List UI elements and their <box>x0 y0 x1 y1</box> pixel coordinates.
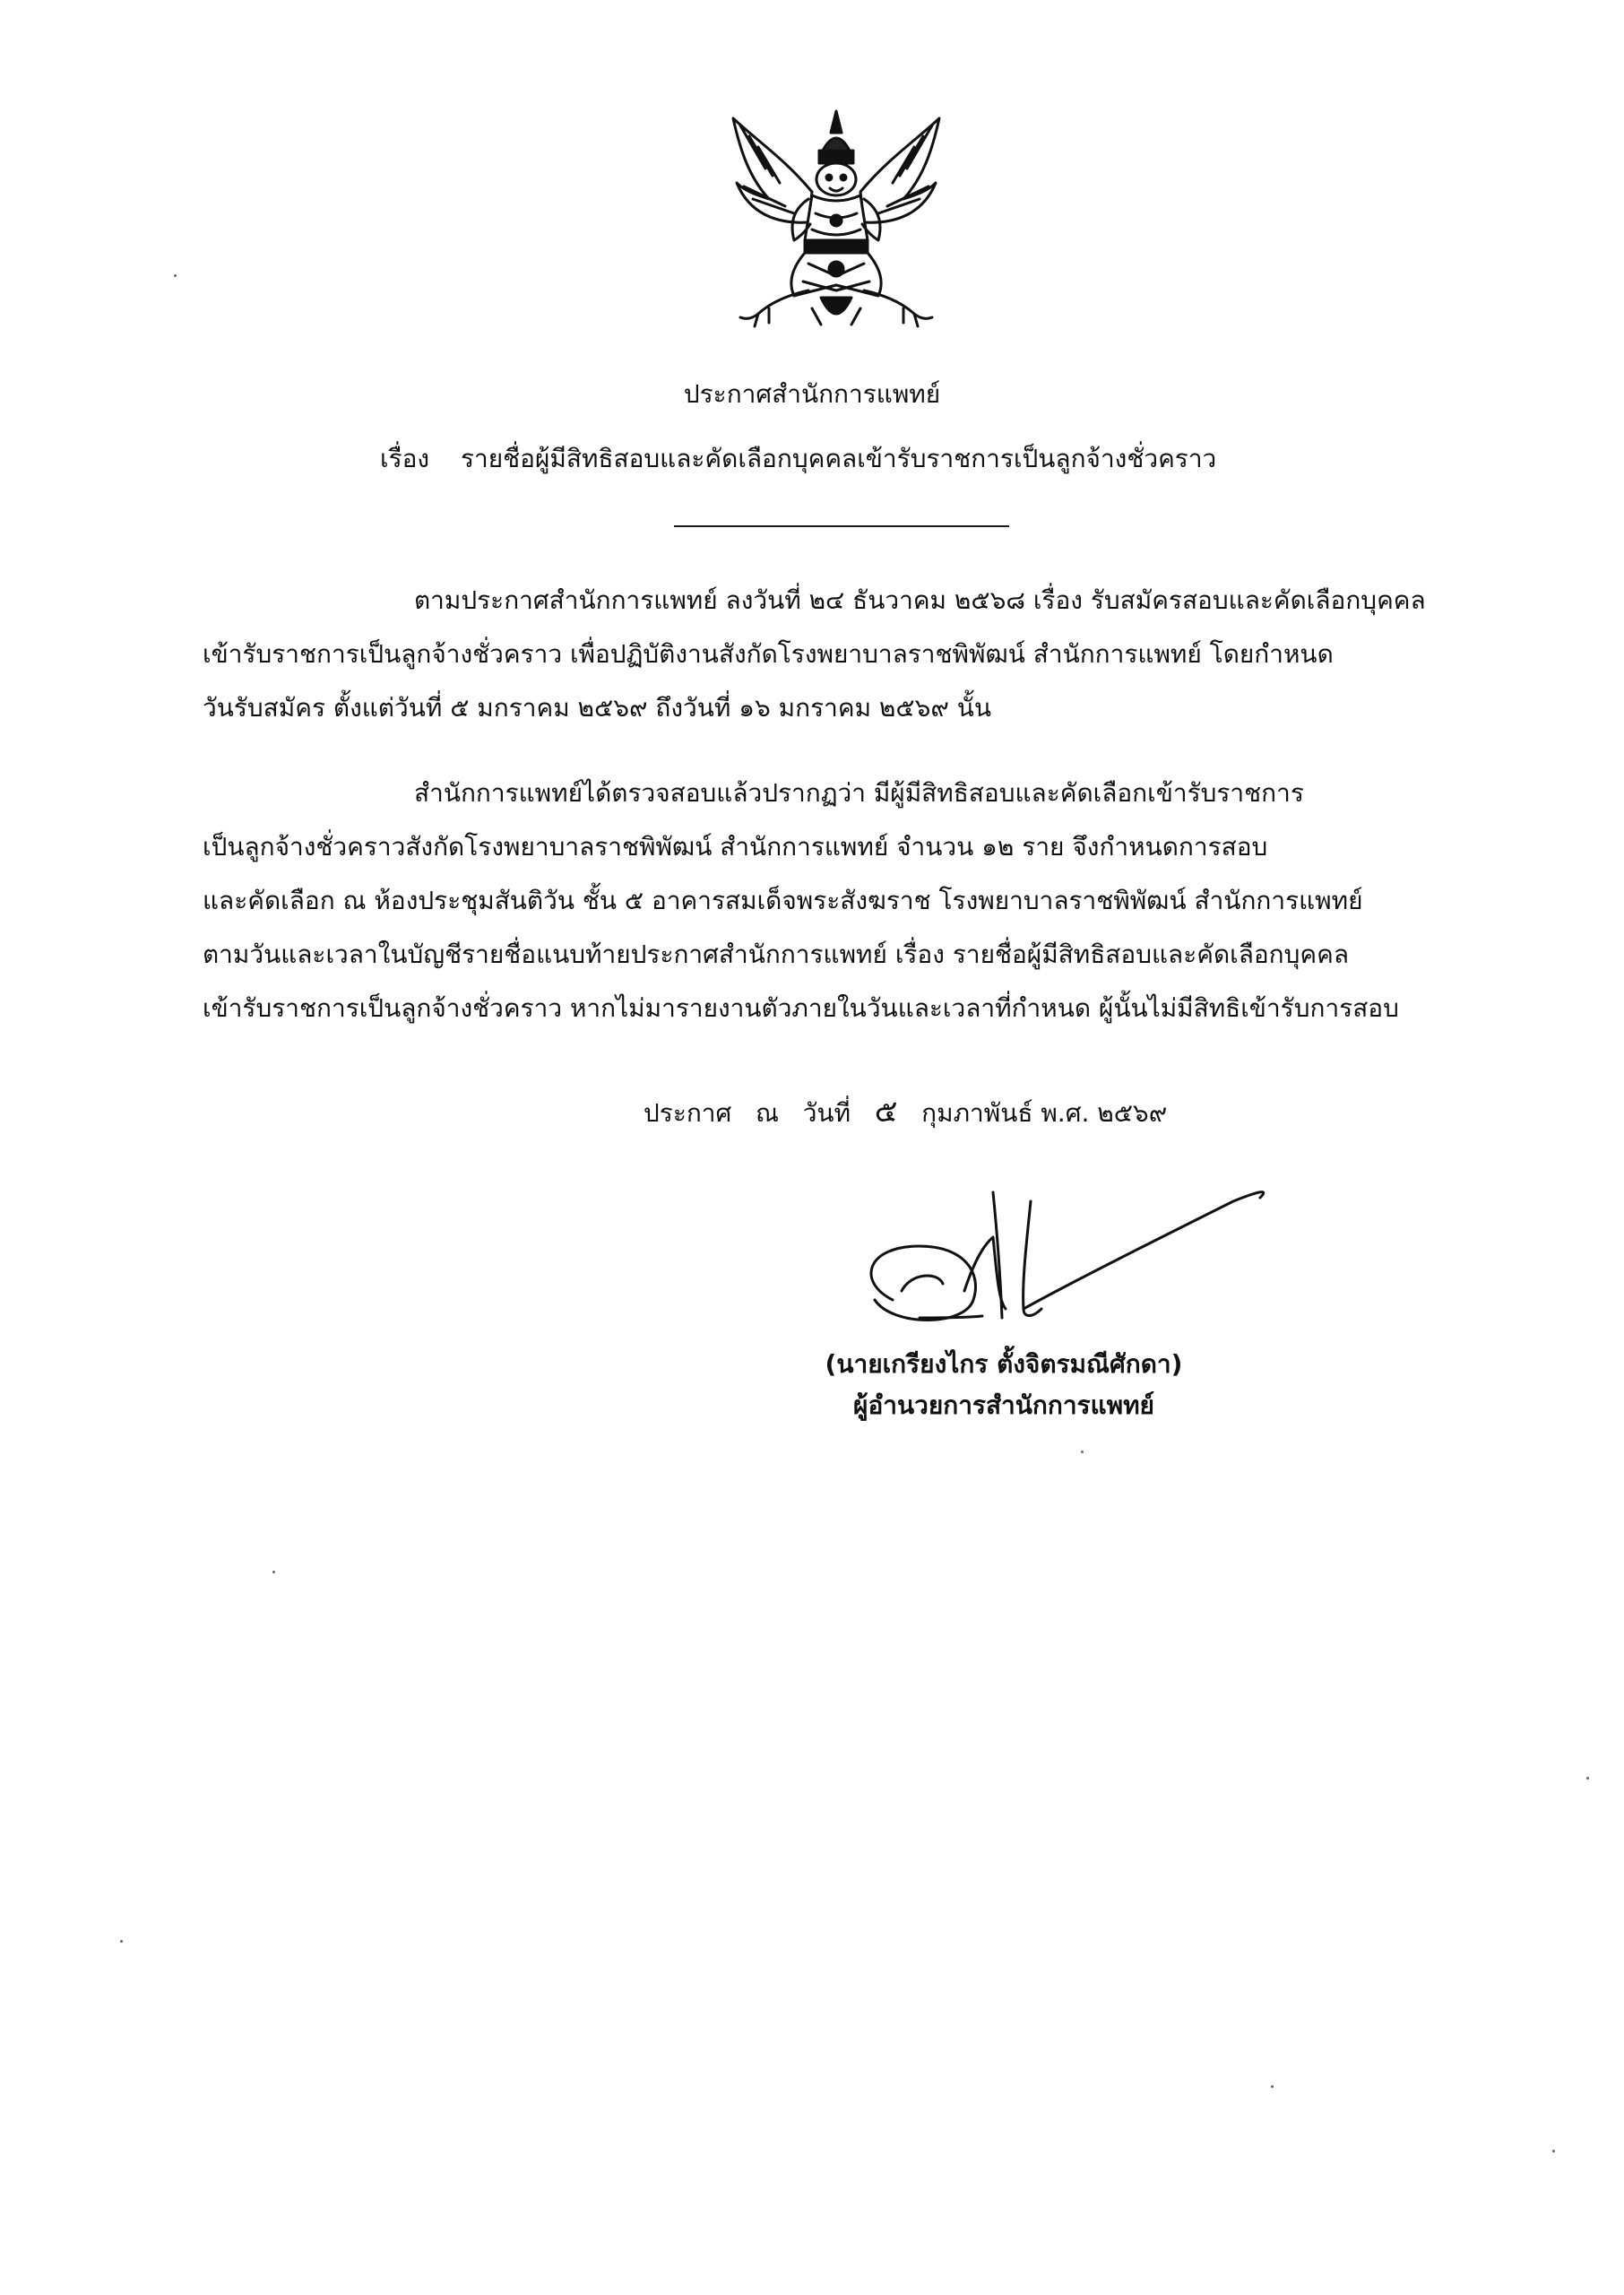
dateline-month-year: กุมภาพันธ์ พ.ศ. ๒๕๖๙ <box>921 1098 1168 1128</box>
scan-speck <box>1271 2085 1274 2088</box>
dateline-at: ณ <box>756 1098 779 1128</box>
dateline <box>644 1094 1167 1131</box>
subject-text: รายชื่อผู้มีสิทธิสอบและคัดเลือกบุคคลเข้ารับราชการเป็นลูกจ้างชั่วคราว <box>461 444 1217 473</box>
scan-speck <box>1552 2150 1555 2152</box>
paragraph-2-line: และคัดเลือก ณ ห้องประชุมสันติวัน ชั้น ๕ อาคารสมเด็จพระสังฆราช โรงพยาบาลราชพิพัฒน์ สำนักการแพทย์ <box>203 886 1363 915</box>
signer-position: ผู้อำนวยการสำนักการแพทย์ <box>853 1390 1154 1420</box>
paragraph-1-line: เข้ารับราชการเป็นลูกจ้างชั่วคราว เพื่อปฏิบัติงานสังกัดโรงพยาบาลราชพิพัฒน์ สำนักการแพทย์ โดยกำหนด <box>203 639 1334 669</box>
paragraph-1-line: ตามประกาศสำนักการแพทย์ ลงวันที่ ๒๔ ธันวาคม ๒๕๖๘ เรื่อง รับสมัครสอบและคัดเลือกบุคคล <box>414 585 1426 615</box>
announcement-title <box>0 377 1624 412</box>
dateline-day-label: วันที่ <box>802 1098 851 1128</box>
subject-label: เรื่อง <box>380 444 430 473</box>
signer-name: (นายเกรียงไกร ตั้งจิตรมณีศักดา) <box>825 1349 1183 1379</box>
title-divider <box>674 525 1009 527</box>
dateline-day: ๕ <box>874 1094 898 1130</box>
scan-speck <box>272 1571 275 1573</box>
paragraph-2-line: เข้ารับราชการเป็นลูกจ้างชั่วคราว หากไม่มารายงานตัวภายในวันและเวลาที่กำหนด ผู้นั้นไม่มีสิทธิเข้ารับการสอบ <box>203 993 1399 1023</box>
scan-speck <box>174 274 177 277</box>
paragraph-2-line: เป็นลูกจ้างชั่วคราวสังกัดโรงพยาบาลราชพิพัฒน์ สำนักการแพทย์ จำนวน ๑๒ ราย จึงกำหนดการสอบ <box>203 832 1268 862</box>
scan-speck <box>1586 1777 1589 1780</box>
garuda-emblem-icon <box>722 106 950 334</box>
scan-speck <box>120 1940 123 1943</box>
paragraph-2-line: ตามวันและเวลาในบัญชีรายชื่อแนบท้ายประกาศสำนักการแพทย์ เรื่อง รายชื่อผู้มีสิทธิสอบและคัดเลือกบุคคล <box>203 940 1350 969</box>
dateline-prefix: ประกาศ <box>644 1098 732 1128</box>
scan-speck <box>1081 1451 1084 1453</box>
paragraph-1-line: วันรับสมัคร ตั้งแต่วันที่ ๕ มกราคม ๒๕๖๙ ถึงวันที่ ๑๖ มกราคม ๒๕๖๙ นั้น <box>203 693 992 723</box>
subject-line <box>380 441 1216 477</box>
paragraph-2-line: สำนักการแพทย์ได้ตรวจสอบแล้วปรากฏว่า มีผู้มีสิทธิสอบและคัดเลือกเข้ารับราชการ <box>414 778 1304 808</box>
handwritten-signature <box>839 1183 1305 1363</box>
agency-name: ประกาศสำนักการแพทย์ <box>683 379 941 409</box>
